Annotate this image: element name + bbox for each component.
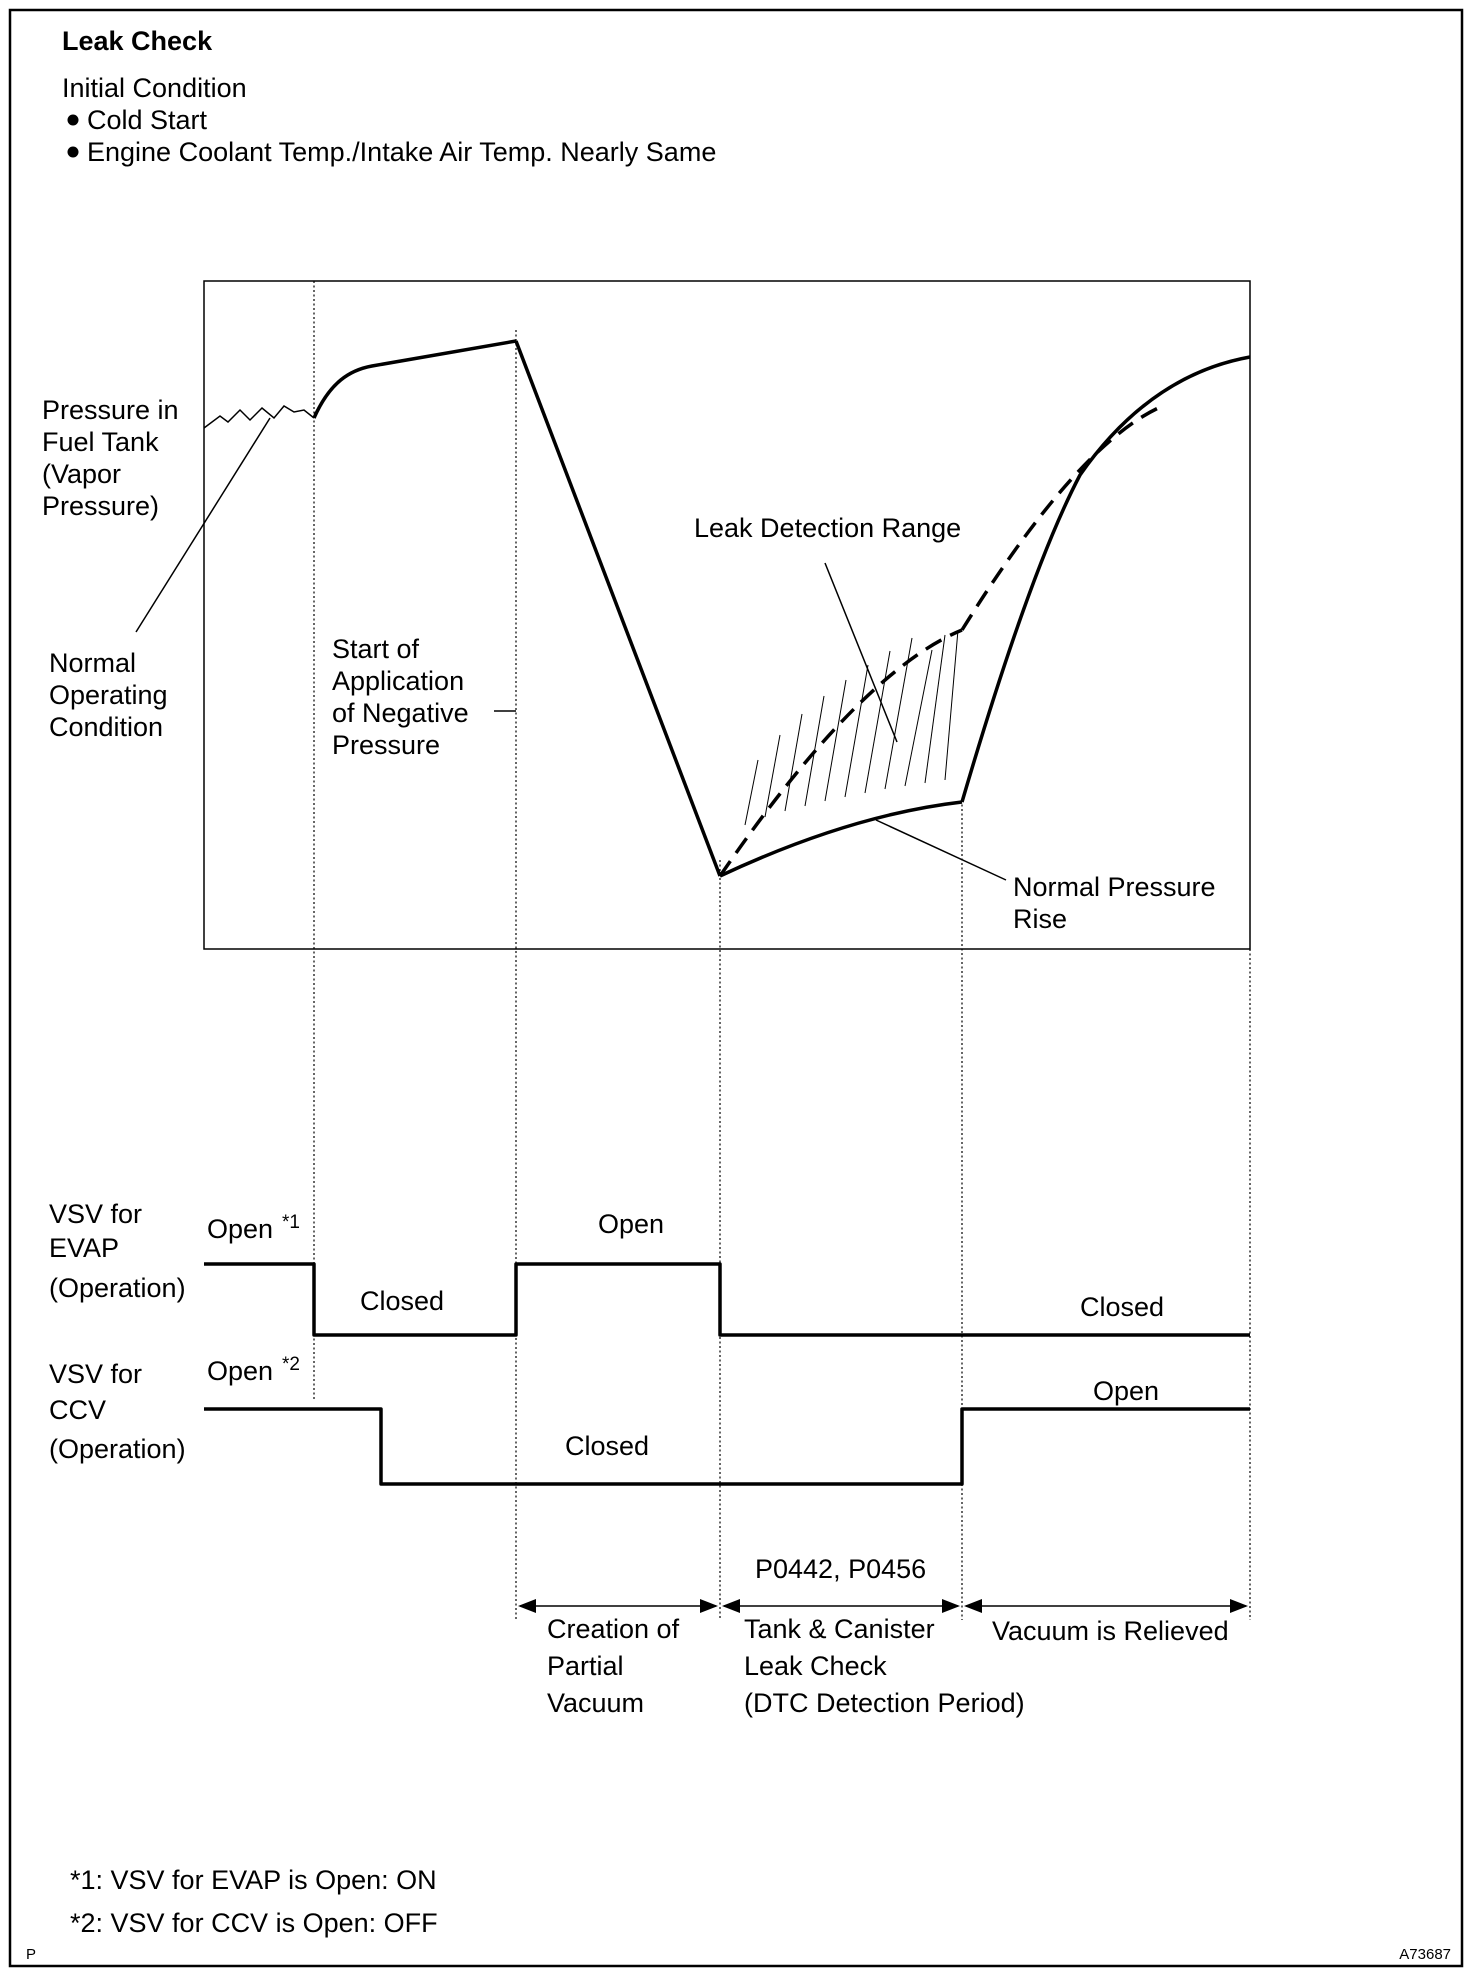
vsv-ccv-open-label: Open — [207, 1356, 274, 1386]
vsv-evap-open-label: Open — [598, 1209, 665, 1239]
leak-detection-label: Leak Detection Range — [694, 513, 962, 543]
pressure-plot-frame — [204, 281, 1250, 949]
negative-pressure-label: Application — [332, 666, 465, 696]
normal-pressure-rise-curve — [720, 802, 962, 876]
normal-operating-label: Condition — [49, 712, 164, 742]
vsv-ccv-label: (Operation) — [49, 1434, 186, 1464]
normal-pressure-rise-leader — [876, 820, 1006, 880]
outer-frame — [10, 10, 1462, 1966]
pressure-label: Fuel Tank — [42, 427, 159, 457]
period-leak-check-label: Tank & Canister — [744, 1614, 935, 1644]
pressure-label: Pressure in — [42, 395, 179, 425]
footnote: *1: VSV for EVAP is Open: ON — [70, 1865, 437, 1895]
bullet-icon — [68, 147, 79, 158]
vacuum-relieved-dashed-curve — [962, 405, 1165, 630]
footnote: *2: VSV for CCV is Open: OFF — [70, 1908, 438, 1938]
vsv-evap-label: (Operation) — [49, 1273, 186, 1303]
pressure-drop-line — [516, 341, 720, 876]
negative-pressure-label: Start of — [332, 634, 420, 664]
arrowhead-icon — [964, 1599, 982, 1613]
normal-operating-label: Operating — [49, 680, 168, 710]
vsv-evap-label: VSV for — [49, 1199, 143, 1229]
vacuum-relieved-curve — [962, 357, 1250, 802]
arrowhead-icon — [722, 1599, 740, 1613]
period-creation-label: Partial — [547, 1651, 624, 1681]
period-creation-label: Vacuum — [547, 1688, 645, 1718]
normal-pressure-rise-label: Normal Pressure — [1013, 872, 1216, 902]
leak-detection-leader — [825, 563, 897, 742]
negative-pressure-label: of Negative — [332, 698, 469, 728]
arrowhead-icon — [1230, 1599, 1248, 1613]
vsv-ccv-open-label: Open — [1093, 1376, 1160, 1406]
corner-mark-left: P — [26, 1946, 37, 1963]
arrowhead-icon — [942, 1599, 960, 1613]
dtc-codes: P0442, P0456 — [755, 1554, 927, 1584]
vsv-ccv-label: VSV for — [49, 1359, 143, 1389]
bullet-icon — [68, 115, 79, 126]
footnote-marker: *1 — [282, 1212, 300, 1233]
period-relieved-label: Vacuum is Relieved — [992, 1616, 1229, 1646]
vsv-evap-open-label: Open — [207, 1214, 274, 1244]
period-leak-check-label: Leak Check — [744, 1651, 887, 1681]
initial-condition-item: Cold Start — [87, 105, 208, 135]
pressure-rise-curve — [314, 341, 516, 418]
period-creation-label: Creation of — [547, 1614, 680, 1644]
vapor-pressure-ripple — [204, 406, 314, 428]
negative-pressure-label: Pressure — [332, 730, 441, 760]
arrowhead-icon — [700, 1599, 718, 1613]
initial-condition-item: Engine Coolant Temp./Intake Air Temp. Nearly Same — [87, 137, 717, 167]
pressure-label: Pressure) — [42, 491, 160, 521]
period-arrows — [518, 1599, 1248, 1613]
figure-id: A73687 — [1399, 1946, 1451, 1963]
normal-pressure-rise-label: Rise — [1013, 904, 1068, 934]
vsv-ccv-signal — [204, 1409, 1250, 1484]
period-leak-check-label: (DTC Detection Period) — [744, 1688, 1025, 1718]
arrowhead-icon — [518, 1599, 536, 1613]
pressure-label: (Vapor — [42, 459, 122, 489]
vsv-ccv-label: CCV — [49, 1395, 107, 1425]
footnote-marker: *2 — [282, 1354, 300, 1375]
initial-condition-heading: Initial Condition — [62, 73, 247, 103]
vsv-evap-closed-label: Closed — [1080, 1292, 1165, 1322]
diagram-title: Leak Check — [62, 26, 213, 56]
leak-detection-upper-curve — [720, 630, 962, 876]
vsv-evap-label: EVAP — [49, 1233, 120, 1263]
normal-operating-label: Normal — [49, 648, 137, 678]
vsv-ccv-closed-label: Closed — [565, 1431, 650, 1461]
vsv-evap-closed-label: Closed — [360, 1286, 445, 1316]
